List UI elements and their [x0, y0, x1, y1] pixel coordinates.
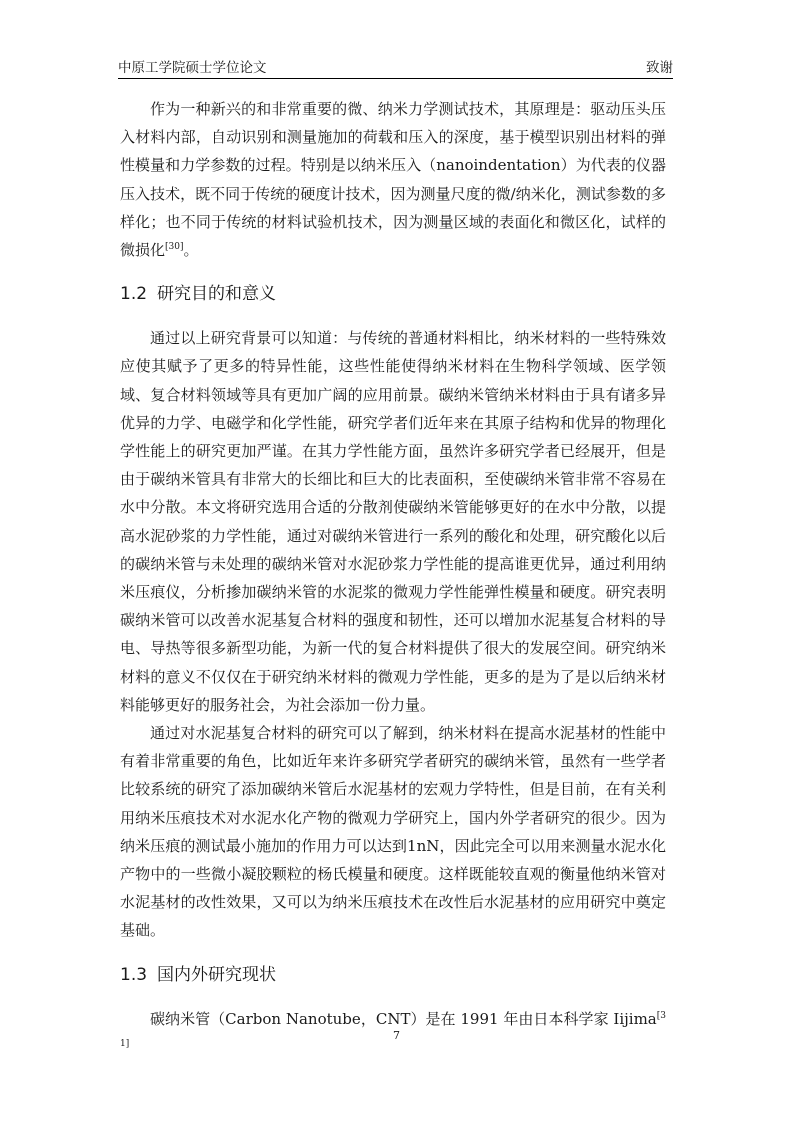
paragraph-nanoindentation-principle: [120, 95, 666, 264]
section-number: 1.3: [120, 964, 148, 985]
paragraph-end: 。: [183, 241, 199, 260]
section-title: 国内外研究现状: [157, 964, 277, 985]
citation-31: [31]: [120, 1010, 666, 1049]
paragraph-text: 作为一种新兴的和非常重要的微、纳米力学测试技术，其原理是：驱动压头压入材料内部，自动识别和测量施加的荷载和压入的深度，基于模型识别出材料的弹性模量和力学参数的过程。特别是以纳米压入（nanoindentation）为代表的仪器压入技术，既不同于传统的硬度计技术，因为测量尺度的微/纳米化，测试参数的多样化；也不同于传统的材料试验机技术，因为测量区域的表面化和微区化，试样的微损化: [120, 100, 666, 260]
section-number: 1.2: [120, 284, 148, 305]
header-chapter-title: 致谢: [646, 60, 673, 76]
section-title: 研究目的和意义: [157, 284, 277, 305]
paragraph-text: 碳纳米管（Carbon Nanotube，CNT）是在 1991 年由日本科学家 Iijima: [150, 1009, 657, 1028]
paragraph-research-purpose: 通过以上研究背景可以知道：与传统的普通材料相比，纳米材料的一些特殊效应使其赋予了更多的特异性能，这些性能使得纳米材料在生物科学领域、医学领域、复合材料领域等具有更加广阔的应用前景。碳纳米管纳米材料由于具有诸多异优异的力学、电磁学和化学性能，研究学者们近年来在其原子结构和优异的物理化学性能上的研究更加严谨。在其力学性能方面，虽然许多研究学者已经展开，但是由于碳纳米管具有非常大的长细比和巨大的比表面积，至使碳纳米管非常不容易在水中分散。本文将研究选用合适的分散剂使碳纳米管能够更好的在水中分散，以提高水泥砂浆的力学性能，通过对碳纳米管进行一系列的酸化和处理，研究酸化以后的碳纳米管与未处理的碳纳米管对水泥砂浆力学性能的提高谁更优异，通过利用纳米压痕仪，分析掺加碳纳米管的水泥浆的微观力学性能弹性模量和硬度。研究表明碳纳米管可以改善水泥基复合材料的强度和韧性，还可以增加水泥基复合材料的导电、导热等很多新型功能，为新一代的复合材料提供了很大的发展空间。研究纳米材料的意义不仅仅在于研究纳米材料的微观力学性能，更多的是为了是以后纳米材料能够更好的服务社会，为社会添加一份力量。: [120, 329, 666, 714]
section-heading-1-3: [120, 945, 666, 1005]
running-header: [118, 52, 673, 79]
header-thesis-title: 中原工学院硕士学位论文: [118, 60, 267, 76]
page-body: [120, 95, 666, 1061]
citation-30: [30]: [165, 242, 184, 253]
paragraph-research-significance: 通过对水泥基复合材料的研究可以了解到，纳米材料在提高水泥基材的性能中有着非常重要的角色，比如近年来许多研究学者研究的碳纳米管，虽然有一些学者比较系统的研究了添加碳纳米管后水泥基材的宏观力学特性，但是目前，在有关利用纳米压痕技术对水泥水化产物的微观力学研究上，国内外学者研究的很少。因为纳米压痕的测试最小施加的作用力可以达到1nN，因此完全可以用来测量水泥水化产物中的一些微小凝胶颗粒的杨氏模量和硬度。这样既能较直观的衡量他纳米管对水泥基材的改性效果，又可以为纳米压痕技术在改性后水泥基材的应用研究中奠定基础。: [120, 724, 666, 940]
page-number: 7: [393, 1029, 400, 1042]
section-heading-1-2: [120, 264, 666, 324]
